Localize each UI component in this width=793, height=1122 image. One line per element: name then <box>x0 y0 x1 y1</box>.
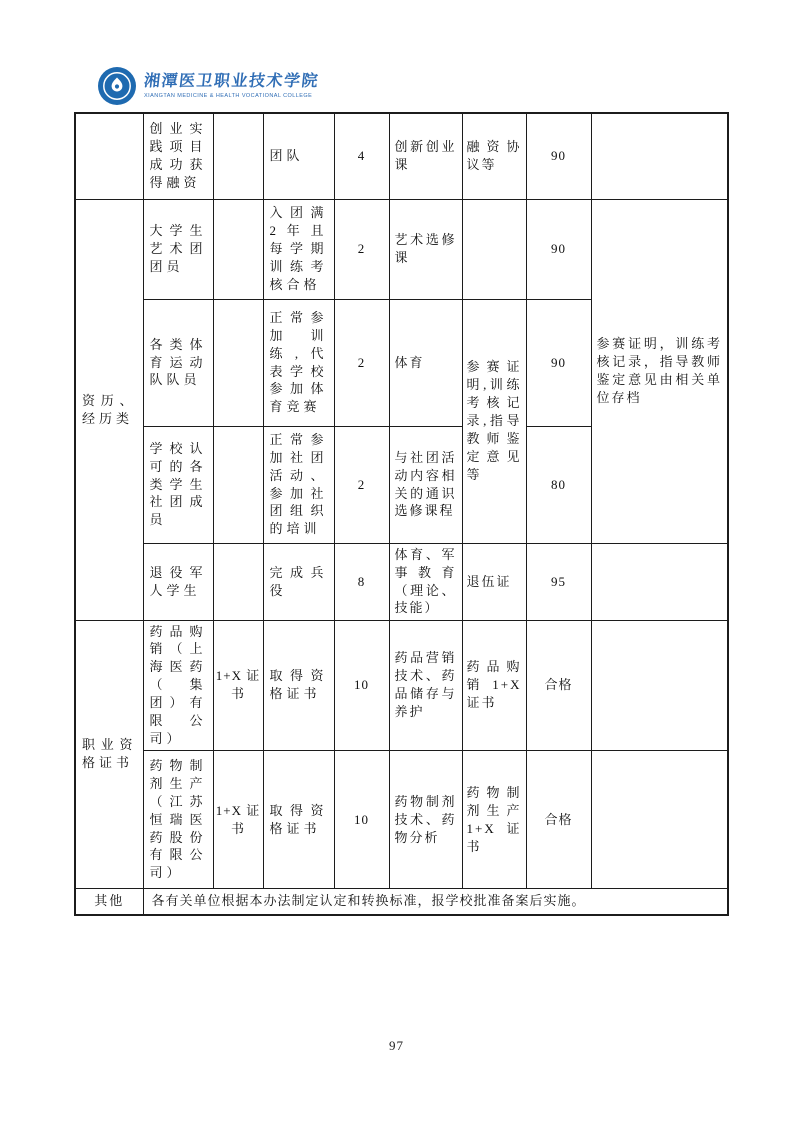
college-name-zh: 湘潭医卫职业技术学院 <box>143 73 320 91</box>
cell-condition: 入团满2年且每学期训练考核合格 <box>263 199 334 299</box>
cell-note-experience: 参赛证明，训练考核记录，指导教师鉴定意见由相关单位存档 <box>591 199 728 543</box>
cell-condition: 完成兵役 <box>263 543 334 620</box>
cell-course: 药物制剂技术、药物分析 <box>389 751 462 889</box>
page-number: 97 <box>389 1038 404 1053</box>
cell-course: 艺术选修课 <box>389 199 462 299</box>
cell-course: 体育 <box>389 299 462 426</box>
cell-note-empty <box>591 620 728 751</box>
credit-conversion-table <box>74 112 729 916</box>
cell-cert-empty <box>213 199 263 299</box>
table-row-other <box>75 889 728 915</box>
cell-credits: 10 <box>334 751 389 889</box>
cell-project: 学校认可的各类学生社团成员 <box>143 426 213 543</box>
cell-credits: 2 <box>334 426 389 543</box>
college-header <box>97 64 319 108</box>
cell-cert-empty <box>213 543 263 620</box>
college-logo-icon <box>97 66 137 106</box>
cell-note-empty <box>591 543 728 620</box>
cell-proof-empty <box>462 199 526 299</box>
cell-condition: 正常参加训练,代表学校参加体育竞赛 <box>263 299 334 426</box>
cell-other-label: 其他 <box>75 889 143 915</box>
cell-cert-empty <box>213 113 263 199</box>
cell-project: 创业实践项目成功获得融资 <box>143 113 213 199</box>
college-names <box>144 73 319 99</box>
cell-score: 合格 <box>526 751 591 889</box>
table-row <box>75 543 728 620</box>
cell-score: 80 <box>526 426 591 543</box>
cell-proof: 融资协议等 <box>462 113 526 199</box>
cell-project: 药物制剂生产（江苏恒瑞医药股份有限公司） <box>143 751 213 889</box>
cell-course: 创新创业课 <box>389 113 462 199</box>
cell-project: 退役军人学生 <box>143 543 213 620</box>
cell-proof: 退伍证 <box>462 543 526 620</box>
cell-score: 90 <box>526 299 591 426</box>
cell-condition: 取得资格证书 <box>263 620 334 751</box>
cell-condition: 正常参加社团活动、参加社团组织的培训 <box>263 426 334 543</box>
cell-proof: 药物制剂生产 1+X 证书 <box>462 751 526 889</box>
cell-score: 90 <box>526 199 591 299</box>
cell-condition: 取得资格证书 <box>263 751 334 889</box>
cell-cert-empty <box>213 426 263 543</box>
cell-score: 95 <box>526 543 591 620</box>
cell-credits: 10 <box>334 620 389 751</box>
table-row <box>75 620 728 751</box>
cell-cert: 1+X 证书 <box>213 751 263 889</box>
table-row <box>75 199 728 299</box>
cell-other-text: 各有关单位根据本办法制定认定和转换标准，报学校批准备案后实施。 <box>143 889 728 915</box>
cell-project: 药品购销（上海医药（集团）有限公司） <box>143 620 213 751</box>
cell-credits: 4 <box>334 113 389 199</box>
cell-score: 90 <box>526 113 591 199</box>
table-row <box>75 113 728 199</box>
cell-credits: 2 <box>334 299 389 426</box>
table-row <box>75 751 728 889</box>
cell-credits: 2 <box>334 199 389 299</box>
cell-category-empty <box>75 113 143 199</box>
cell-category-experience: 资历、经历类 <box>75 199 143 620</box>
cell-score: 合格 <box>526 620 591 751</box>
cell-course: 与社团活动内容相关的通识选修课程 <box>389 426 462 543</box>
cell-proof: 药品购销 1+X 证书 <box>462 620 526 751</box>
cell-course: 药品营销技术、药品储存与养护 <box>389 620 462 751</box>
cell-project: 各类体育运动队队员 <box>143 299 213 426</box>
cell-cert: 1+X 证书 <box>213 620 263 751</box>
college-name-en: XIANGTAN MEDICINE & HEALTH VOCATIONAL COLLEGE <box>144 92 313 99</box>
cell-category-certificate: 职业资格证书 <box>75 620 143 889</box>
cell-note-empty <box>591 113 728 199</box>
cell-proof-merged: 参赛证明,训练考核记录,指导教师鉴定意见等 <box>462 299 526 543</box>
cell-credits: 8 <box>334 543 389 620</box>
cell-note-empty <box>591 751 728 889</box>
cell-cert-empty <box>213 299 263 426</box>
cell-condition: 团队 <box>263 113 334 199</box>
cell-course: 体育、军事教育（理论、技能） <box>389 543 462 620</box>
cell-project: 大学生艺术团团员 <box>143 199 213 299</box>
